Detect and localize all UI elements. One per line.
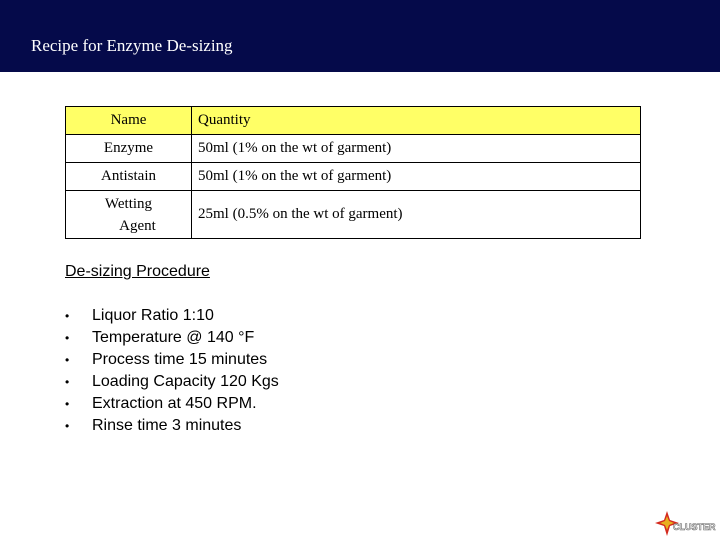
list-item	[65, 305, 279, 327]
step-text: Process time 15 minutes	[92, 351, 268, 368]
table-row	[66, 135, 641, 163]
cluster-logo-icon	[654, 510, 716, 538]
bullet-icon: •	[65, 353, 70, 367]
procedure-heading: De-sizing Procedure	[65, 263, 210, 280]
bullet-icon: •	[65, 419, 70, 433]
header-quantity-cell: Quantity	[192, 107, 641, 135]
title-bar	[0, 0, 720, 72]
ingredient-name-text	[101, 193, 156, 237]
bullet-icon: •	[65, 331, 70, 345]
procedure-list	[65, 305, 279, 437]
step-text: Liquor Ratio 1:10	[92, 307, 214, 324]
step-text: Temperature @ 140 °F	[92, 329, 255, 346]
list-item	[65, 393, 279, 415]
bullet-icon: •	[65, 375, 70, 389]
logo-wordmark: CLUSTER	[673, 522, 716, 532]
table-row	[66, 163, 641, 191]
list-item	[65, 349, 279, 371]
list-item	[65, 371, 279, 393]
ingredient-name-line: Agent	[119, 217, 156, 234]
step-text: Extraction at 450 RPM.	[92, 395, 257, 412]
ingredient-name-cell: Enzyme	[66, 135, 192, 163]
ingredient-name-cell	[66, 191, 192, 239]
table-header-row	[66, 107, 641, 135]
table-row	[66, 191, 641, 239]
step-text: Rinse time 3 minutes	[92, 417, 242, 434]
ingredient-quantity-cell: 25ml (0.5% on the wt of garment)	[192, 191, 641, 239]
recipe-table	[65, 106, 641, 239]
step-text: Loading Capacity 120 Kgs	[92, 373, 279, 390]
ingredient-name-line: Wetting	[104, 195, 153, 212]
ingredient-quantity-cell: 50ml (1% on the wt of garment)	[192, 135, 641, 163]
slide-title: Recipe for Enzyme De-sizing	[31, 36, 233, 55]
list-item	[65, 327, 279, 349]
bullet-icon: •	[65, 309, 70, 323]
list-item	[65, 415, 279, 437]
bullet-icon: •	[65, 397, 70, 411]
ingredient-name-cell: Antistain	[66, 163, 192, 191]
header-name-cell: Name	[66, 107, 192, 135]
ingredient-quantity-cell: 50ml (1% on the wt of garment)	[192, 163, 641, 191]
